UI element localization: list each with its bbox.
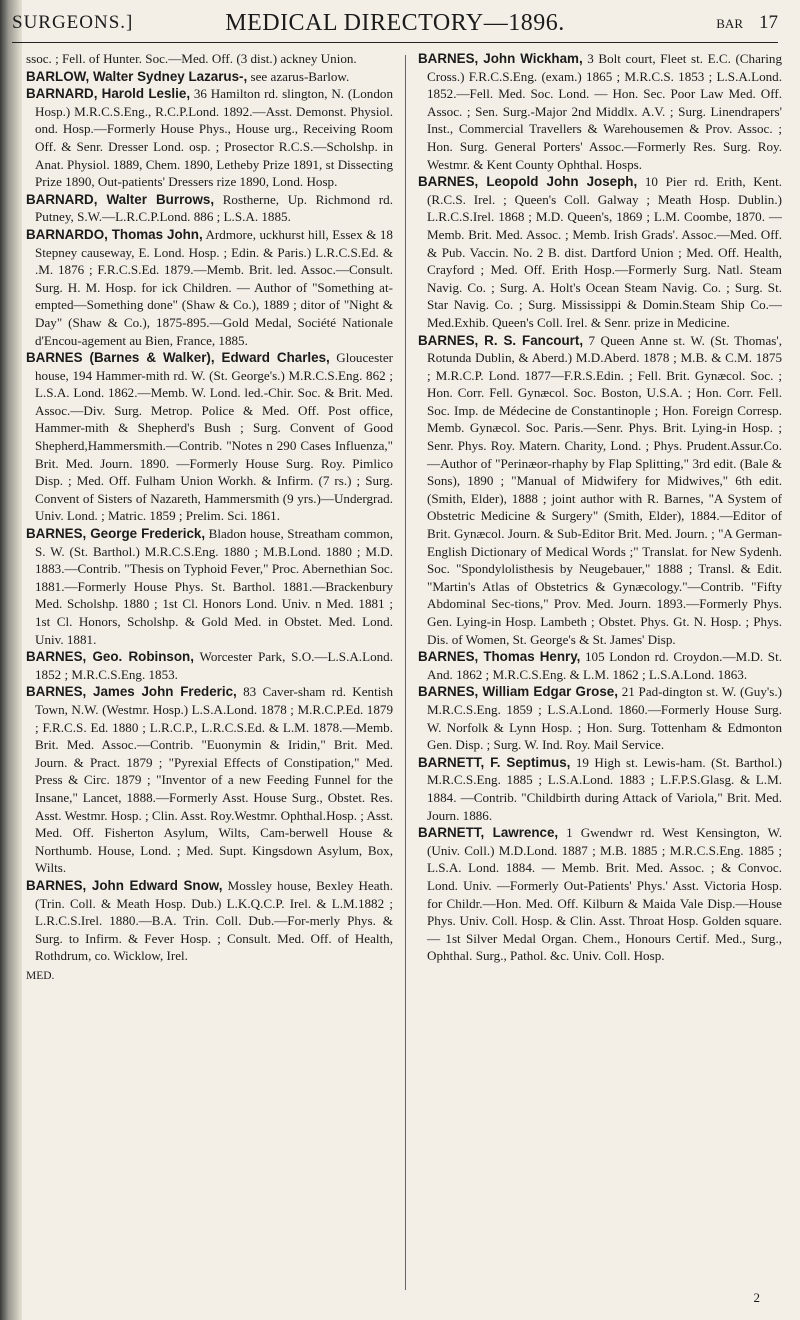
entry-text: 36 Hamilton rd. slington, N. (London Hosp.) M.R.C.S.Eng., R.C.P.Lond. 1892.—Asst. Demonst. Physiol. ond. Hosp.—Formerly House Phys., House urg., Receiving Room Off. & Senr. Dresser Lond. osp. ; Prosector R.C.S.—Scholshp. in Anat. Physiol. 1889, Chem. 1890, Letheby Prize 1891, st Dissecting Prize 1890, Out-patients' Dressers rize 1890, Lond. Hosp.	[35, 86, 393, 190]
entry-name: BARNES, William Edgar Grose,	[418, 684, 618, 700]
directory-entry	[418, 754, 782, 824]
entry-text: Worcester Park, S.O.—L.S.A.Lond. 1852 ; M.R.C.S.Eng. 1853.	[35, 649, 393, 682]
header-section-label: SURGEONS.]	[12, 12, 134, 33]
entry-name: BARNETT, Lawrence,	[418, 825, 559, 841]
directory-entry	[26, 226, 393, 349]
directory-entry	[26, 349, 393, 525]
left-column	[26, 50, 393, 985]
entry-name: BARNARD, Harold Leslie,	[26, 86, 191, 102]
entry-text: ssoc. ; Fell. of Hunter. Soc.—Med. Off. (3 dist.) ackney Union.	[26, 51, 357, 66]
directory-entry	[26, 525, 393, 648]
directory-entry	[26, 648, 393, 683]
entry-text: 1 Gwendwr rd. West Kensington, W. (Univ. Coll.) M.D.Lond. 1887 ; M.B. 1885 ; M.R.C.S.Eng. 1885 ; L.S.A. Lond. 1884. — Memb. Brit. Med. Assoc. ; & Convoc. Lond. Univ. —Formerly Out-Patients' Phys.' Asst. Victoria Hosp. for Childr.—Hon. Med. Off. Kilburn & Maida Vale Disp.—House Phys. Univ. Coll. Hosp. & Clin. Asst. Throat Hosp. Golden square. — 1st Silver Medal Organ. Chem., Honours Certif. Med., Surg., Ophthal. Surg., Pathol. &c. Univ. Coll. Hosp.	[427, 825, 782, 964]
entry-text: 10 Pier rd. Erith, Kent. (R.C.S. Irel. ; Queen's Coll. Galway ; Meath Hosp. Dublin.) L.R.C.S.Irel. 1868 ; M.D. Queen's, 1869 ; L.M. Coombe, 1870. —Memb. Brit. Med. Assoc. ; Memb. Irish Grads'. Assoc.—Med. Off. & Pub. Vaccin. No. 2 B. dist. Dartford Union ; Med. Off. Health, Crayford ; Med. Off. Erith Hosp.—Formerly Surg. Natl. Steam Navig. Co. ; Surg. A. Holt's Ocean Steam Navig. Co. ; Surg. St. Star Navig. Co. ; Surg. Mississippi & Domin.Steam Ship Co.—Med.Exhib. Queen's Coll. Irel. & Senr. prize in Medicine.	[427, 174, 782, 330]
entry-name: BARNES, Thomas Henry,	[418, 649, 581, 665]
directory-entry	[26, 85, 393, 191]
entry-text: Mossley house, Bexley Heath. (Trin. Coll. & Meath Hosp. Dub.) L.K.Q.C.P. Irel. & L.M.1882 ; L.R.C.S.Irel. 1880.—B.A. Trin. Coll. Dub.—For-merly Phys. & Surg. to Infirm. & Fever Hosp. ; Consult. Med. Off. of Health, Rothdrum, co. Wicklow, Irel.	[35, 877, 393, 964]
column-divider	[405, 55, 406, 1290]
entry-name: BARNES, Geo. Robinson,	[26, 649, 194, 665]
entry-text: 105 London rd. Croydon.—M.D. St. And. 1862 ; M.R.C.S.Eng. & L.M. 1862 ; L.S.A.Lond. 1863.	[427, 649, 782, 682]
directory-entry	[418, 332, 782, 649]
directory-entry	[26, 683, 393, 877]
entry-text: 19 High st. Lewis-ham. (St. Barthol.) M.R.C.S.Eng. 1885 ; L.S.A.Lond. 1883 ; L.F.P.S.Glasg. & L.M. 1884. —Contrib. "Childbirth during Attack of Variola," Brit. Med. Journ. 1886.	[427, 754, 783, 823]
entry-name: BARNETT, F. Septimus,	[418, 754, 571, 770]
entry-text: 3 Bolt court, Fleet st. E.C. (Charing Cross.) F.R.C.S.Eng. (exam.) 1865 ; M.R.C.S. 1853 ; L.S.A.Lond. 1852.—Fell. Med. Soc. Lond. — Hon. Sec. Poor Law Med. Off. Assoc. ; Sen. Surg.-Major 2nd Middlx. A.V. ; Surg. Linendrapers' Inst., Commercial Travellers & Warehousemen & Prov. Assoc. ; Hon. Surg. General Porters' Assoc.—Formerly Res. Surg. Roy. Westmr. & Kent County Ophthal. Hosps.	[427, 51, 782, 172]
signature-mark: 2	[753, 1290, 760, 1305]
entry-name: BARNES, John Wickham,	[418, 51, 583, 66]
page-header	[12, 6, 778, 43]
entry-name: BARLOW, Walter Sydney Lazarus-,	[26, 68, 248, 84]
entry-text: Bladon house, Streatham common, S. W. (St. Barthol.) M.R.C.S.Eng. 1880 ; M.B.Lond. 1880 ; M.D. 1883.—Contrib. "Thesis on Typhoid Fever," Proc. Abernethian Soc. 1881.—Formerly House Phys. St. Barthol. 1881.—Brackenbury Med. Scholshp. 1880 ; 1st Cl. Honors Lond. Univ. n Med. 1881 ; 1st Cl. Honors, Scholshp. & Gold Med. in Obstet. Med. Lond. Univ. 1881.	[35, 526, 393, 647]
entry-text: 83 Caver-sham rd. Kentish Town, N.W. (Westmr. Hosp.) L.S.A.Lond. 1878 ; M.R.C.P.Ed. 1879 ; F.R.C.S. Ed. 1880 ; L.R.C.P., L.R.C.S.Ed. & L.M. 1878.—Memb. Brit. Med. Assoc.—Contrib. "Euonymin & Iridin," Brit. Med. Journ. & Pract. 1879 ; "Pyrexial Effects of Constipation," Med. Press & Circ. 1879 ; "Inventor of a new Feeding Funnel for the Insane," Lancet, 1888.—Formerly Asst. House Surg., Obstet. Res. Asst. Westmr. Hosp. ; Clin. Asst. Roy.Westmr. Ophthal.Hosp. ; Asst. Med. Off. Fisherton Asylum, Wilts, Cam-berwell House & Northumb. House, Lond. ; Med. Supt. Kingsdown Asylum, Box, Wilts.	[35, 684, 394, 876]
directory-entry	[418, 50, 782, 173]
directory-entry	[418, 173, 782, 331]
book-binding-edge	[0, 0, 22, 1320]
directory-entry	[418, 683, 782, 753]
entry-name: BARNES, James John Frederic,	[26, 684, 237, 700]
directory-entry	[26, 191, 393, 226]
directory-entry	[26, 68, 393, 86]
entry-text: Rostherne, Up. Richmond rd. Putney, S.W.—L.R.C.P.Lond. 886 ; L.S.A. 1885.	[35, 191, 393, 225]
entry-name: BARNES, R. S. Fancourt,	[418, 332, 584, 348]
entry-name: BARNES, Leopold John Joseph,	[418, 174, 638, 190]
directory-entry	[26, 877, 393, 965]
entry-text: 7 Queen Anne st. W. (St. Thomas', Rotunda Dublin, & Aberd.) M.D.Aberd. 1878 ; M.B. & C.M. 1875 ; M.R.C.P. Lond. 1877—F.R.S.Edin. ; Fell. Brit. Gynæcol. Soc. ; Hon. Corr. Fell. Gynæcol. Soc. Boston, U.S.A. ; Hon. Corr. Fell. Soc. Imp. de Médecine de Constantinople ; Hon. Foreign Corresp. Memb. Gynæcol. Soc. Paris.—Senr. Phys. Brit. Lying-in Hosp. ; Senr. Phys. Roy. Matern. Charity, Lond. ; Phys. Prudent.Assur.Co.—Author of "Perinæor-rhaphy by Flap Splitting," 3rd edit. (Bale & Sons), 1890 ; "Manual of Midwifery for Midwives," 6th edit. (Smith, Elder), 1888 ; joint author with R. Barnes, "A System of Obstetric Medicine & Surgery" (Smith, Elder), 1884.—Editor of Brit. Gynæcol. Journ. & Sub-Editor Brit. Med. Journ. ; "A German-English Dictionary of Medical Words ;" Translat. for New Sydenh. Soc. "Spondylolisthesis by Neugebauer," 1888 ; Transl. & Edit. "Martin's Atlas of Obstetrics & Gynæcology."—Contrib. "Fifty Abdominal Sec-tions," Prov. Med. Journ. 1893.—Formerly Phys. Gen. Lying-in Hosp. Lambeth ; Obstet. Phys. Gt. N. Hosp. ; Phys. Dis. of Women, St. George's & St. James' Disp.	[427, 332, 782, 647]
directory-entry	[26, 50, 393, 68]
entry-name: BARNARD, Walter Burrows,	[26, 191, 215, 207]
entry-name: BARNARDO, Thomas John,	[26, 226, 203, 242]
directory-entry	[418, 648, 782, 683]
entry-name: BARNES, George Frederick,	[26, 526, 206, 542]
header-right	[716, 12, 778, 34]
header-catchword: BAR	[716, 16, 743, 31]
header-title: MEDICAL DIRECTORY—1896.	[225, 10, 565, 36]
entry-name: BARNES (Barnes & Walker), Edward Charles,	[26, 350, 330, 366]
entry-text: 21 Pad-dington st. W. (Guy's.) M.R.C.S.Eng. 1859 ; L.S.A.Lond. 1860.—Formerly House Surg. W. Norfolk & Lynn Hosp. ; Hon. Surg. Tottenham & Edmonton Gen. Disp. ; Surg. W. Ind. Roy. Mail Service.	[427, 684, 782, 753]
entry-text: Gloucester house, 194 Hammer-mith rd. W. (St. George's.) M.R.C.S.Eng. 862 ; L.S.A. Lond. 1862.—Memb. W. Lond. led.-Chir. Soc. & Brit. Med. Assoc.—Div. Surg. Metrop. Police & Med. Off. Post office, Hammer-mith & Shepherd's Bush ; Surg. Convent of Good Shepherd,Hammersmith.—Contrib. "Notes n 290 Cases Influenza," Brit. Med. Journ. 1890. —Formerly House Surg. Roy. Pimlico Disp. ; Med. Off. Fulham Union Workh. & Infirm. (7 rs.) ; Surg. Convent of Sisters of Nazareth, Hammersmith (9 yrs.)—Undergrad. Univ. Lond. ; Matric. 1859 ; Prelim. Sci. 1861.	[35, 350, 393, 524]
entry-text: see azarus-Barlow.	[250, 68, 350, 84]
right-column	[418, 50, 782, 965]
directory-entry	[418, 824, 782, 965]
entry-name: BARNES, John Edward Snow,	[26, 877, 223, 893]
left-footer-mark: MED.	[26, 969, 55, 982]
entry-text: Ardmore, uckhurst hill, Essex & 18 Stepney causeway, E. Lond. Hosp. ; Edin. & Paris.) L.R.C.S.Ed. & .M. 1876 ; F.R.C.S.Ed. 1879.—Memb. Brit. led. Assoc.—Consult. Surg. H. M. Hosp. for ick Children. — Author of "Something at-empted—Something done" (Shaw & Co.), 1889 ; ditor of "Night & Day" (Shaw & Co.), 1875-895.—Gold Medal, Société Nationale d'Encou-agement au Bien, France, 1885.	[35, 226, 393, 348]
header-page-number: 17	[759, 12, 778, 33]
